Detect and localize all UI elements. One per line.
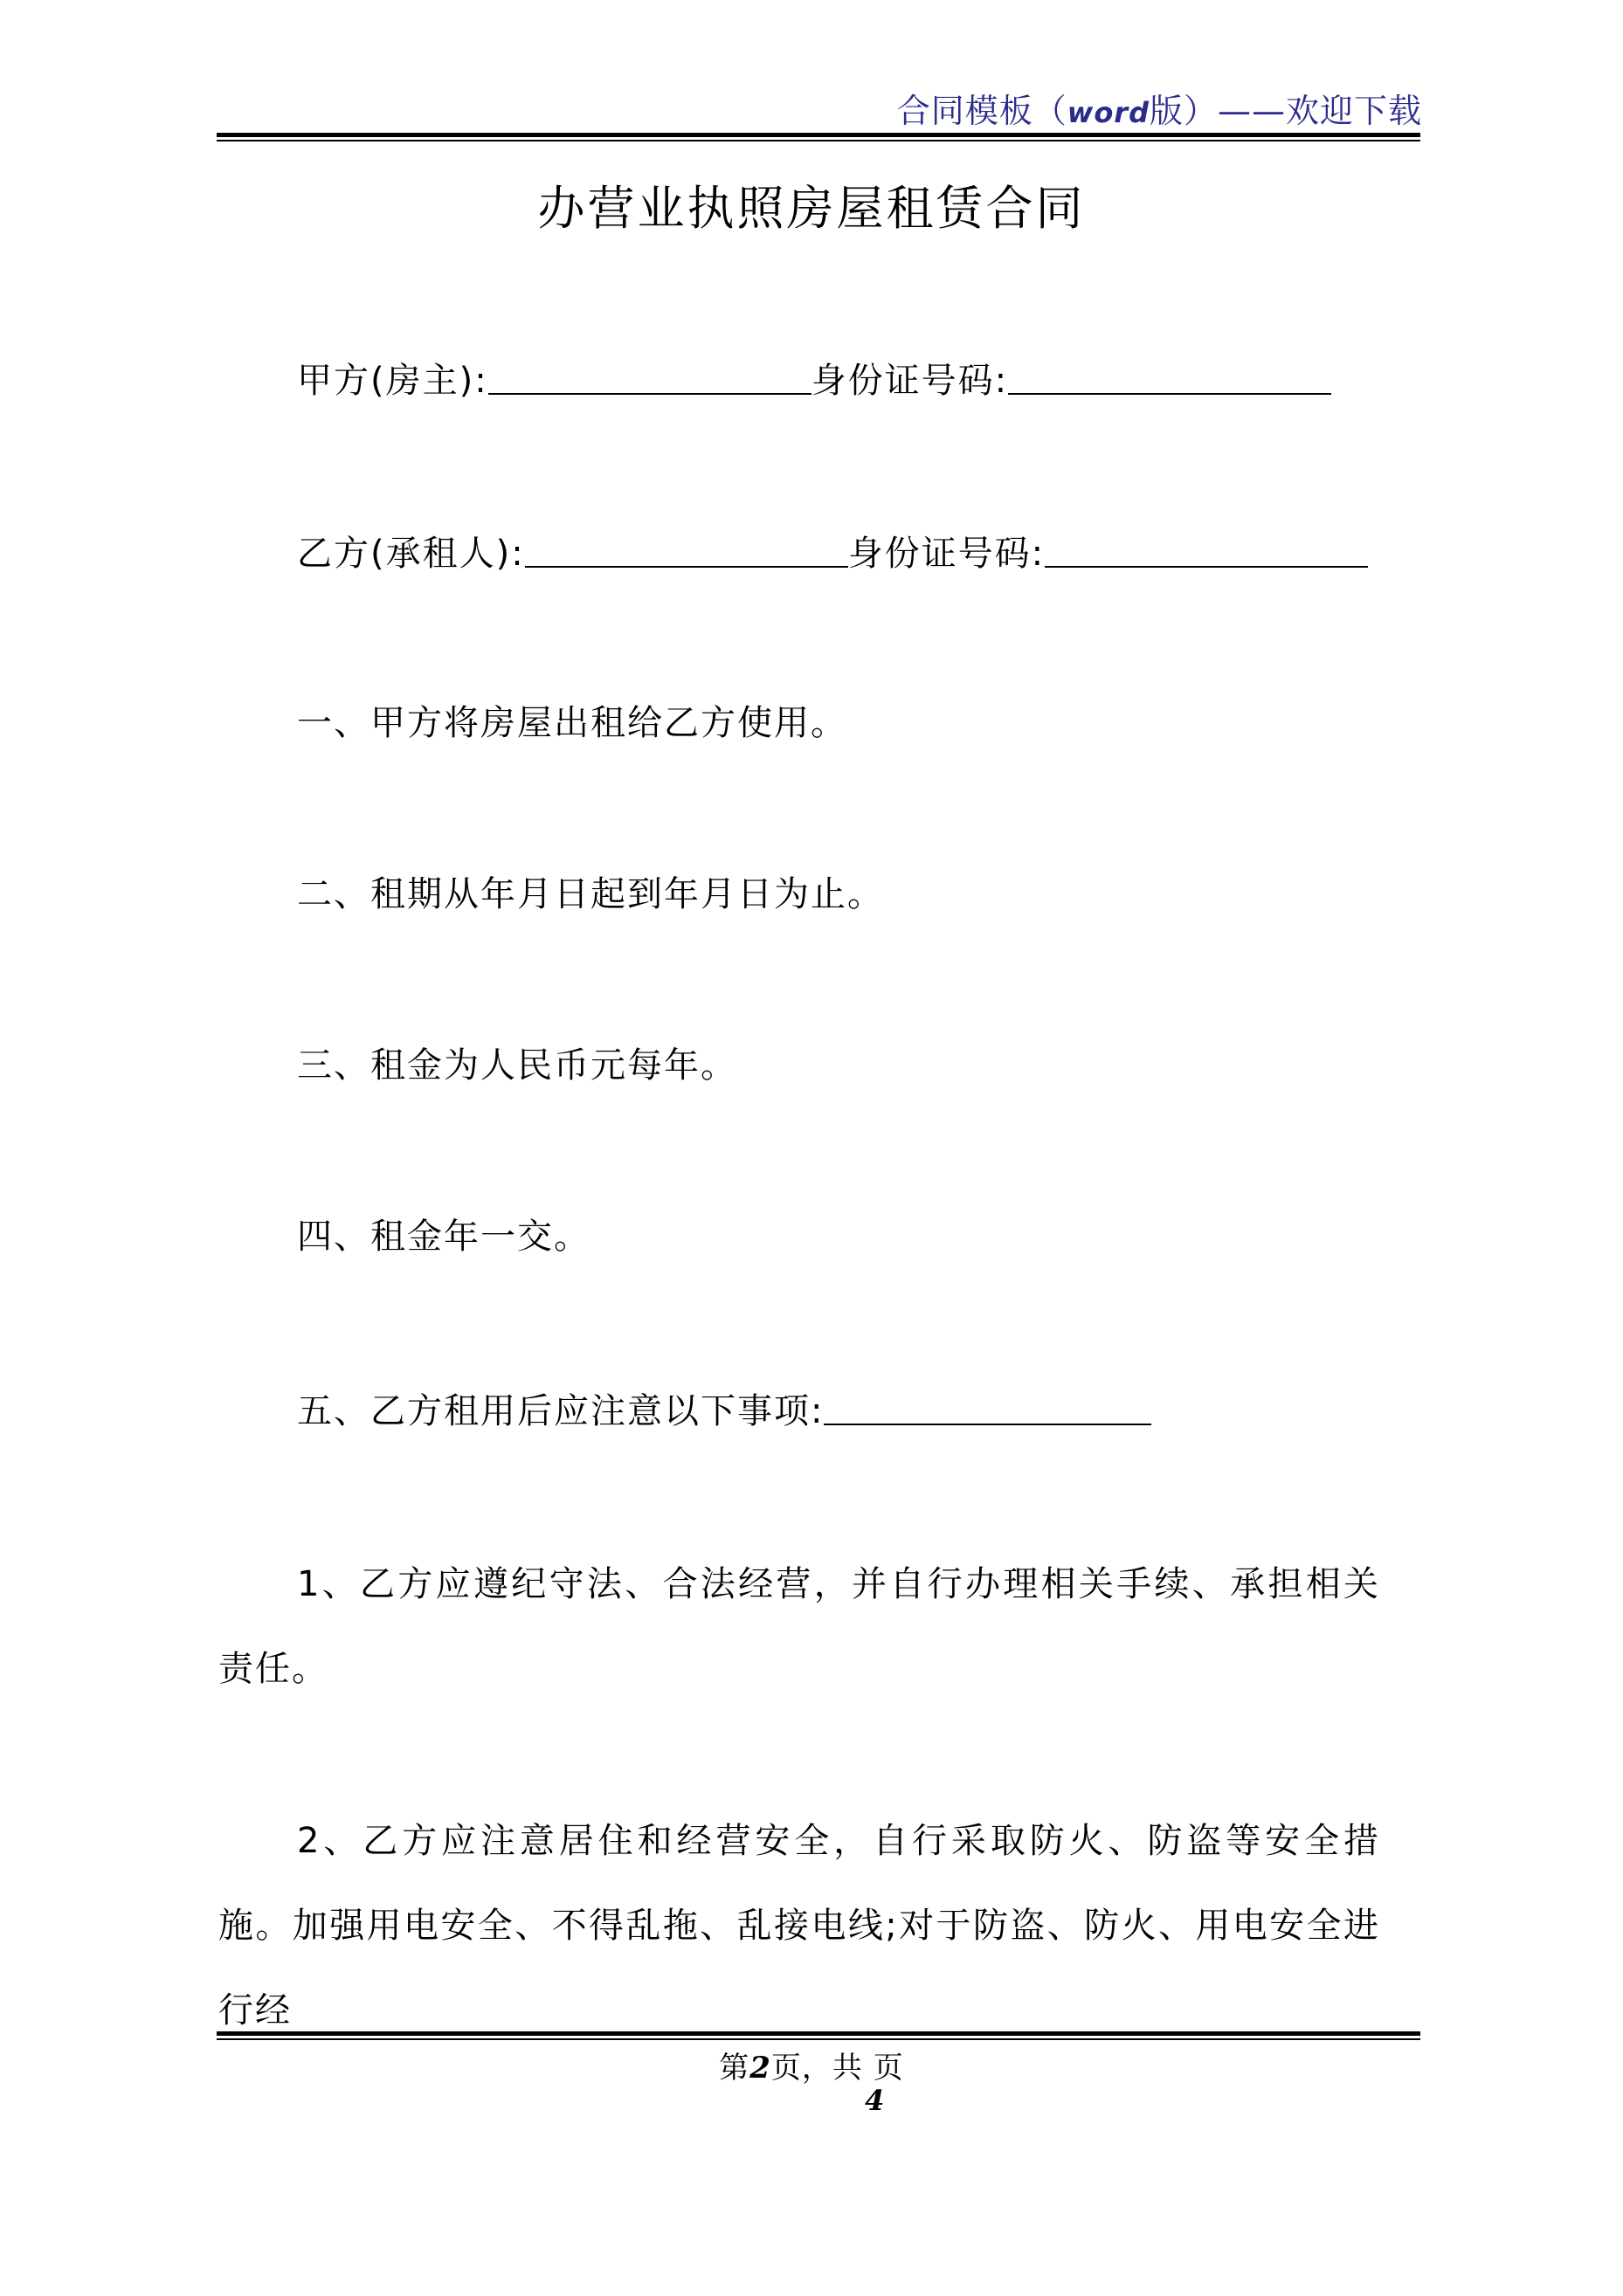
page-footer <box>0 2044 1623 2086</box>
footer-pre: 第 <box>719 2051 750 2086</box>
party-a-line <box>297 360 1331 401</box>
header-banner <box>897 84 1422 132</box>
footer-post: 页 <box>873 2051 904 2086</box>
item-2: 2、乙方应注意居住和经营安全，自行采取防火、防盗等安全措施。加强用电安全、不得乱拖、乱接电线;对于防盗、防火、用电安全进行经 <box>218 1821 1380 2031</box>
clause-2: 二、租期从年月日起到年月日为止。 <box>297 874 884 914</box>
header-rule-thick <box>217 133 1420 137</box>
clause-5-blank <box>824 1390 1151 1425</box>
party-a-label: 甲方(房主): <box>297 361 488 401</box>
footer-rule-thick <box>217 2031 1420 2036</box>
party-b-id-label: 身份证号码: <box>847 534 1046 574</box>
party-b-name-blank <box>525 533 848 568</box>
clause-3: 三、租金为人民币元每年。 <box>297 1045 737 1086</box>
header-rule-thin <box>217 140 1420 141</box>
header-suffix: 版）——欢迎下载 <box>1149 92 1422 130</box>
clause-5: 五、乙方租用后应注意以下事项: <box>297 1391 825 1431</box>
header-prefix: 合同模板（ <box>896 92 1067 130</box>
party-b-line <box>297 533 1368 574</box>
page-number: 2 <box>749 2051 771 2086</box>
clause-5-line <box>297 1390 1151 1429</box>
header-word: word <box>1067 96 1150 129</box>
party-b-label: 乙方(承租人): <box>297 534 525 574</box>
party-b-id-blank <box>1045 533 1368 568</box>
footer-mid: 页，共 <box>770 2051 863 2086</box>
party-a-id-label: 身份证号码: <box>811 361 1009 401</box>
document-title: 办营业执照房屋租赁合同 <box>537 181 1086 236</box>
item-1: 1、乙方应遵纪守法、合法经营，并自行办理相关手续、承担相关责任。 <box>218 1564 1380 1689</box>
party-a-name-blank <box>488 360 812 395</box>
party-a-id-blank <box>1008 360 1331 395</box>
clause-4: 四、租金年一交。 <box>297 1217 590 1257</box>
page-total: 4 <box>865 2084 885 2117</box>
footer-rule-thin <box>217 2038 1420 2040</box>
clause-1: 一、甲方将房屋出租给乙方使用。 <box>297 703 847 743</box>
